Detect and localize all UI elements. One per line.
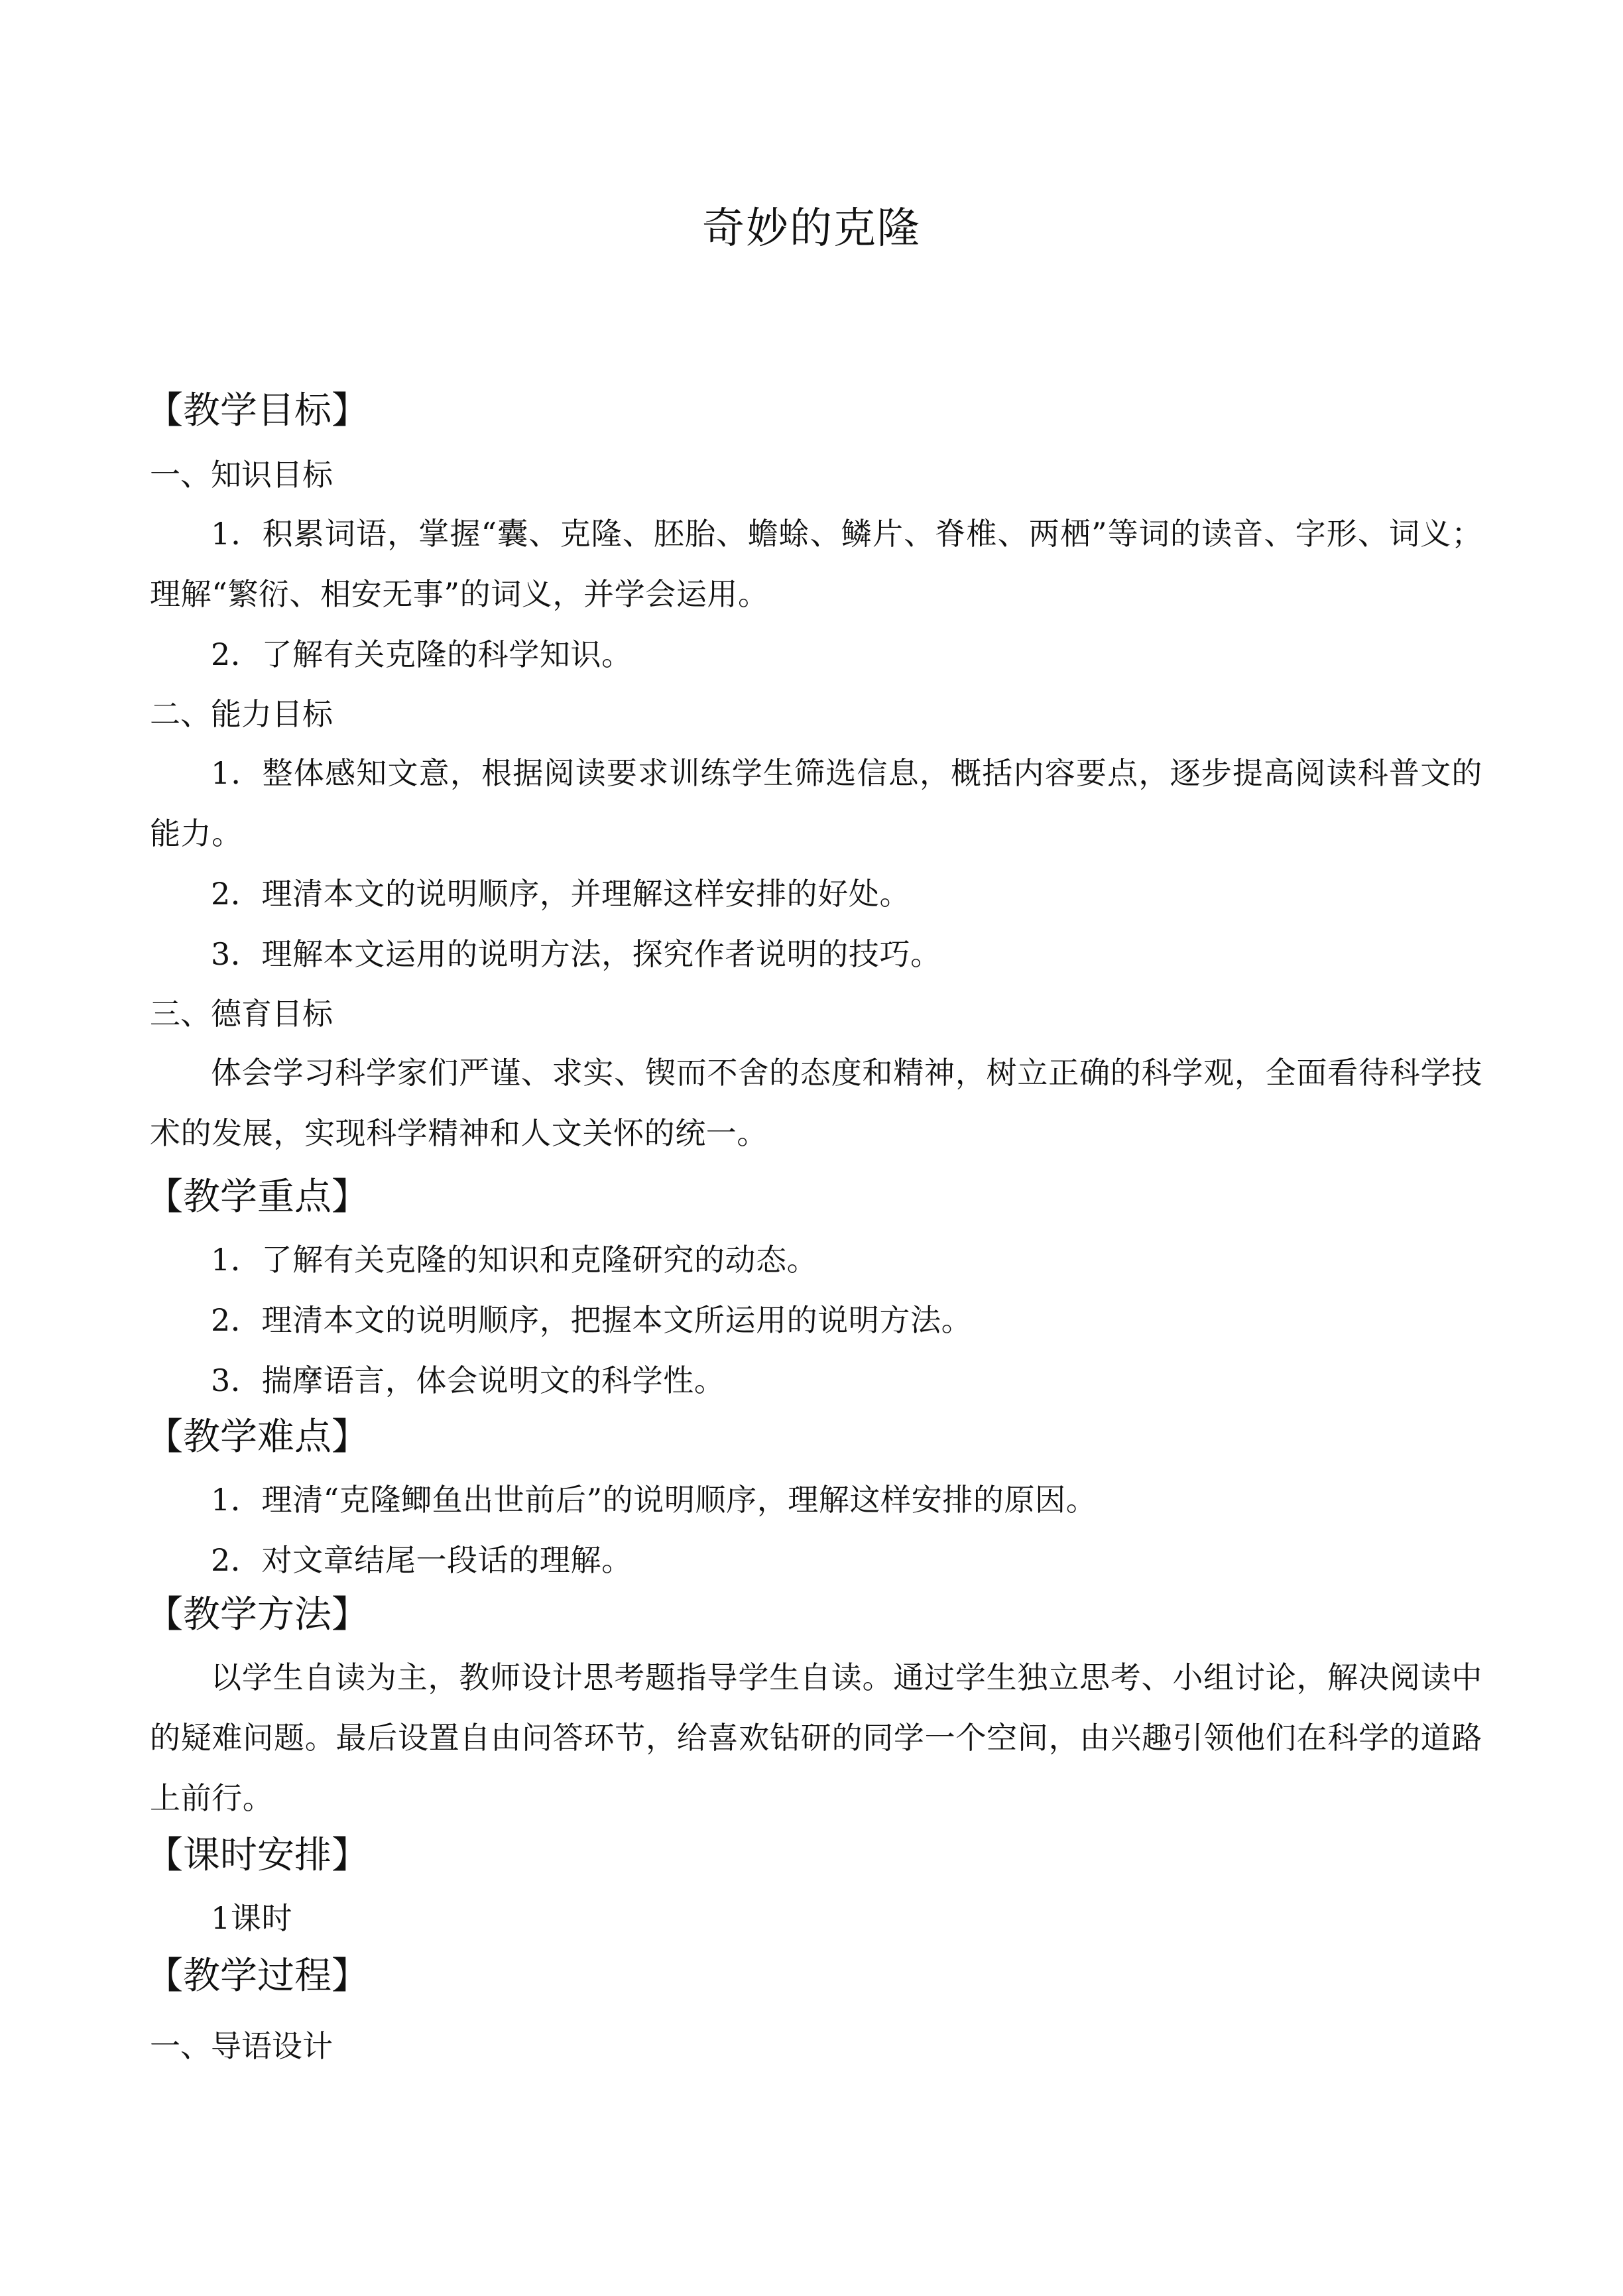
moral-paragraph: 体会学习科学家们严谨、求实、锲而不舍的态度和精神，树立正确的科学观，全面看待科学技术的发展，实现科学精神和人文关怀的统一。 xyxy=(150,1055,1482,1151)
section-heading-objectives: 【教学目标】 xyxy=(146,389,369,432)
key-point-item-2: 2．理清本文的说明顺序，把握本文所运用的说明方法。 xyxy=(211,1302,973,1338)
section-heading-methods: 【教学方法】 xyxy=(146,1593,369,1636)
key-point-item-3: 3．揣摩语言，体会说明文的科学性。 xyxy=(211,1362,725,1398)
section-heading-key-points: 【教学重点】 xyxy=(146,1176,369,1219)
ability-item-3: 3．理解本文运用的说明方法，探究作者说明的技巧。 xyxy=(211,936,941,972)
subheading-knowledge: 一、知识目标 xyxy=(150,457,333,493)
difficulty-item-1: 1．理清“克隆鲫鱼出世前后”的说明顺序，理解这样安排的原因。 xyxy=(211,1482,1097,1518)
knowledge-item-1: 1．积累词语，掌握“囊、克隆、胚胎、蟾蜍、鳞片、脊椎、两栖”等词的读音、字形、词义；理解“繁衍、相安无事”的词义，并学会运用。 xyxy=(150,516,1482,612)
knowledge-item-2: 2．了解有关克隆的科学知识。 xyxy=(211,636,632,672)
schedule-text: 1课时 xyxy=(211,1900,293,1936)
section-heading-difficulties: 【教学难点】 xyxy=(146,1416,369,1459)
section-heading-schedule: 【课时安排】 xyxy=(146,1834,369,1877)
document-title: 奇妙的克隆 xyxy=(702,204,921,253)
ability-item-1: 1．整体感知文意，根据阅读要求训练学生筛选信息，概括内容要点，逐步提高阅读科普文的能力。 xyxy=(150,755,1482,851)
subheading-ability: 二、能力目标 xyxy=(150,696,333,732)
subheading-moral: 三、德育目标 xyxy=(150,996,333,1032)
section-heading-process: 【教学过程】 xyxy=(146,1955,369,1998)
difficulty-item-2: 2．对文章结尾一段话的理解。 xyxy=(211,1542,632,1578)
key-point-item-1: 1．了解有关克隆的知识和克隆研究的动态。 xyxy=(211,1242,818,1278)
ability-item-2: 2．理清本文的说明顺序，并理解这样安排的好处。 xyxy=(211,876,911,912)
methods-paragraph: 以学生自读为主，教师设计思考题指导学生自读。通过学生独立思考、小组讨论，解决阅读中的疑难问题。最后设置自由问答环节，给喜欢钻研的同学一个空间，由兴趣引领他们在科学的道路上前行。 xyxy=(150,1660,1482,1816)
process-step-1: 一、导语设计 xyxy=(150,2028,333,2064)
